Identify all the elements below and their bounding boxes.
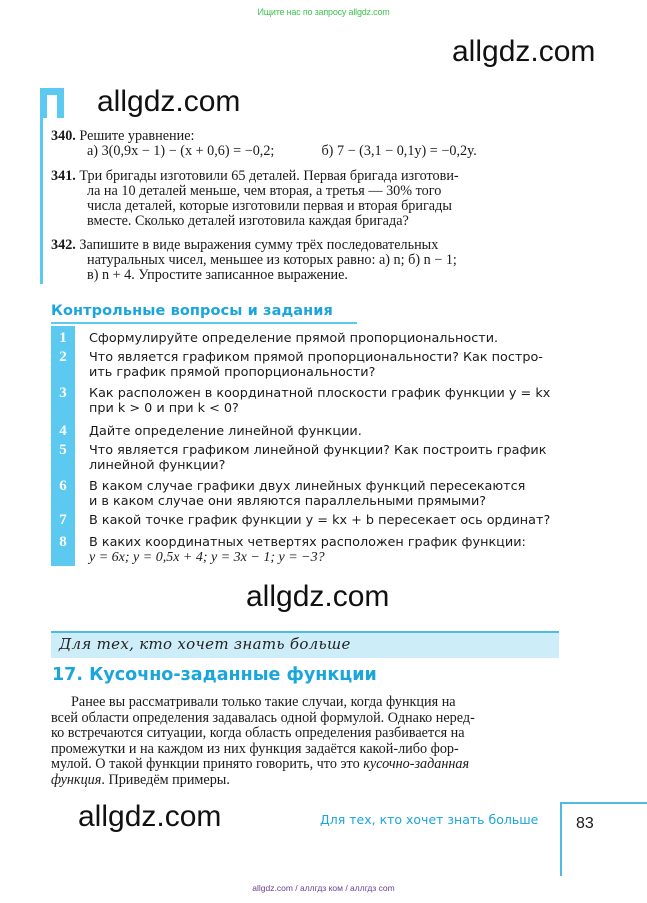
problem-part-b: б) 7 − (3,1 − 0,1y) = −0,2y.	[321, 143, 477, 159]
question-text: при k > 0 и при k < 0?	[89, 401, 239, 416]
problem-text: ла на 10 деталей меньше, чем вторая, а третья — 30% того	[87, 183, 442, 199]
question-text: y = 6x; y = 0,5x + 4; y = 3x − 1; y = −3?	[89, 550, 325, 565]
control-questions-underline	[51, 322, 357, 324]
question-number: 8	[59, 534, 67, 550]
question-text: ить график прямой пропорциональности?	[89, 365, 376, 380]
bottom-watermark-banner: allgdz.com / аллгдз ком / аллгдз com	[252, 883, 395, 893]
problem-number: 341.	[51, 168, 76, 184]
problem-text: натуральных чисел, меньшее из которых равно: а) n; б) n − 1;	[87, 252, 457, 268]
watermark-top-right: allgdz.com	[452, 35, 596, 68]
section-title: 17. Кусочно-заданные функции	[52, 665, 377, 685]
problem-number: 340.	[51, 128, 76, 144]
question-text: и в каком случае они являются параллельными прямыми?	[89, 494, 487, 509]
question-text: Что является графиком прямой пропорциональности? Как постро-	[89, 350, 543, 365]
problem-text: Три бригады изготовили 65 деталей. Первая бригада изготови-	[79, 168, 459, 184]
problem-text: вместе. Сколько деталей изготовила каждая бригада?	[87, 213, 409, 229]
problem-340	[51, 129, 561, 159]
question-number: 1	[59, 330, 67, 346]
problem-342	[51, 238, 561, 283]
paragraph-line: . Приведём примеры.	[101, 771, 230, 788]
p-letter-icon	[40, 88, 64, 118]
paragraph-line: всей области определения задавалась одной формулой. Однако неред-	[51, 709, 475, 726]
page-number-frame	[560, 802, 647, 876]
italic-term: кусочно-заданная	[363, 756, 470, 773]
question-number: 3	[59, 385, 67, 401]
paragraph-line: промежутки и на каждом из них функция задаётся какой-либо фор-	[51, 740, 459, 757]
watermark-middle: allgdz.com	[246, 580, 390, 613]
top-watermark-banner: Ищите нас по запросу allgdz.com	[257, 7, 390, 17]
problem-text: в) n + 4. Упростите записанное выражение.	[87, 267, 348, 283]
question-text: Сформулируйте определение прямой пропорциональности.	[89, 331, 499, 346]
question-number: 6	[59, 478, 67, 494]
problem-341	[51, 169, 561, 229]
more-info-band-text: Для тех, кто хочет знать больше	[59, 635, 351, 653]
question-number: 4	[59, 423, 67, 439]
question-number: 2	[59, 349, 67, 365]
question-text: В какой точке график функции y = kx + b пересекает ось ординат?	[89, 513, 551, 528]
question-number: 5	[59, 442, 67, 458]
question-text: В каком случае графики двух линейных функций пересекаются	[89, 479, 526, 494]
section-paragraph	[51, 695, 560, 789]
paragraph-line: мулой. О такой функции принято говорить, что это	[51, 756, 364, 773]
paragraph-line: Ранее вы рассматривали только такие случаи, когда функция на	[71, 694, 456, 710]
watermark-bottom-left: allgdz.com	[78, 800, 222, 833]
problem-part-a: а) 3(0,9x − 1) − (x + 0,6) = −0,2;	[87, 143, 275, 159]
more-info-band	[51, 631, 559, 658]
footer-running-title: Для тех, кто хочет знать больше	[320, 812, 539, 827]
question-text: Как расположен в координатной плоскости график функции y = kx	[89, 386, 551, 401]
page-number: 83	[576, 815, 594, 832]
italic-term: функция	[51, 771, 102, 788]
paragraph-line: ко встречаются ситуации, когда область определения разбивается на	[51, 725, 465, 742]
question-text: В каких координатных четвертях расположен график функции:	[89, 535, 526, 550]
question-number: 7	[59, 512, 67, 528]
watermark-top-left: allgdz.com	[97, 85, 241, 118]
problem-text: числа деталей, которые изготовили первая и вторая бригады	[87, 198, 452, 214]
problem-text: Запишите в виде выражения сумму трёх последовательных	[79, 237, 439, 253]
question-text: Что является графиком линейной функции? Как построить график	[89, 443, 547, 458]
control-questions-title: Контрольные вопросы и задания	[51, 303, 333, 319]
problem-text: Решите уравнение:	[79, 128, 195, 144]
question-text: линейной функции?	[89, 458, 226, 473]
question-text: Дайте определение линейной функции.	[89, 424, 362, 439]
problem-number: 342.	[51, 237, 76, 253]
